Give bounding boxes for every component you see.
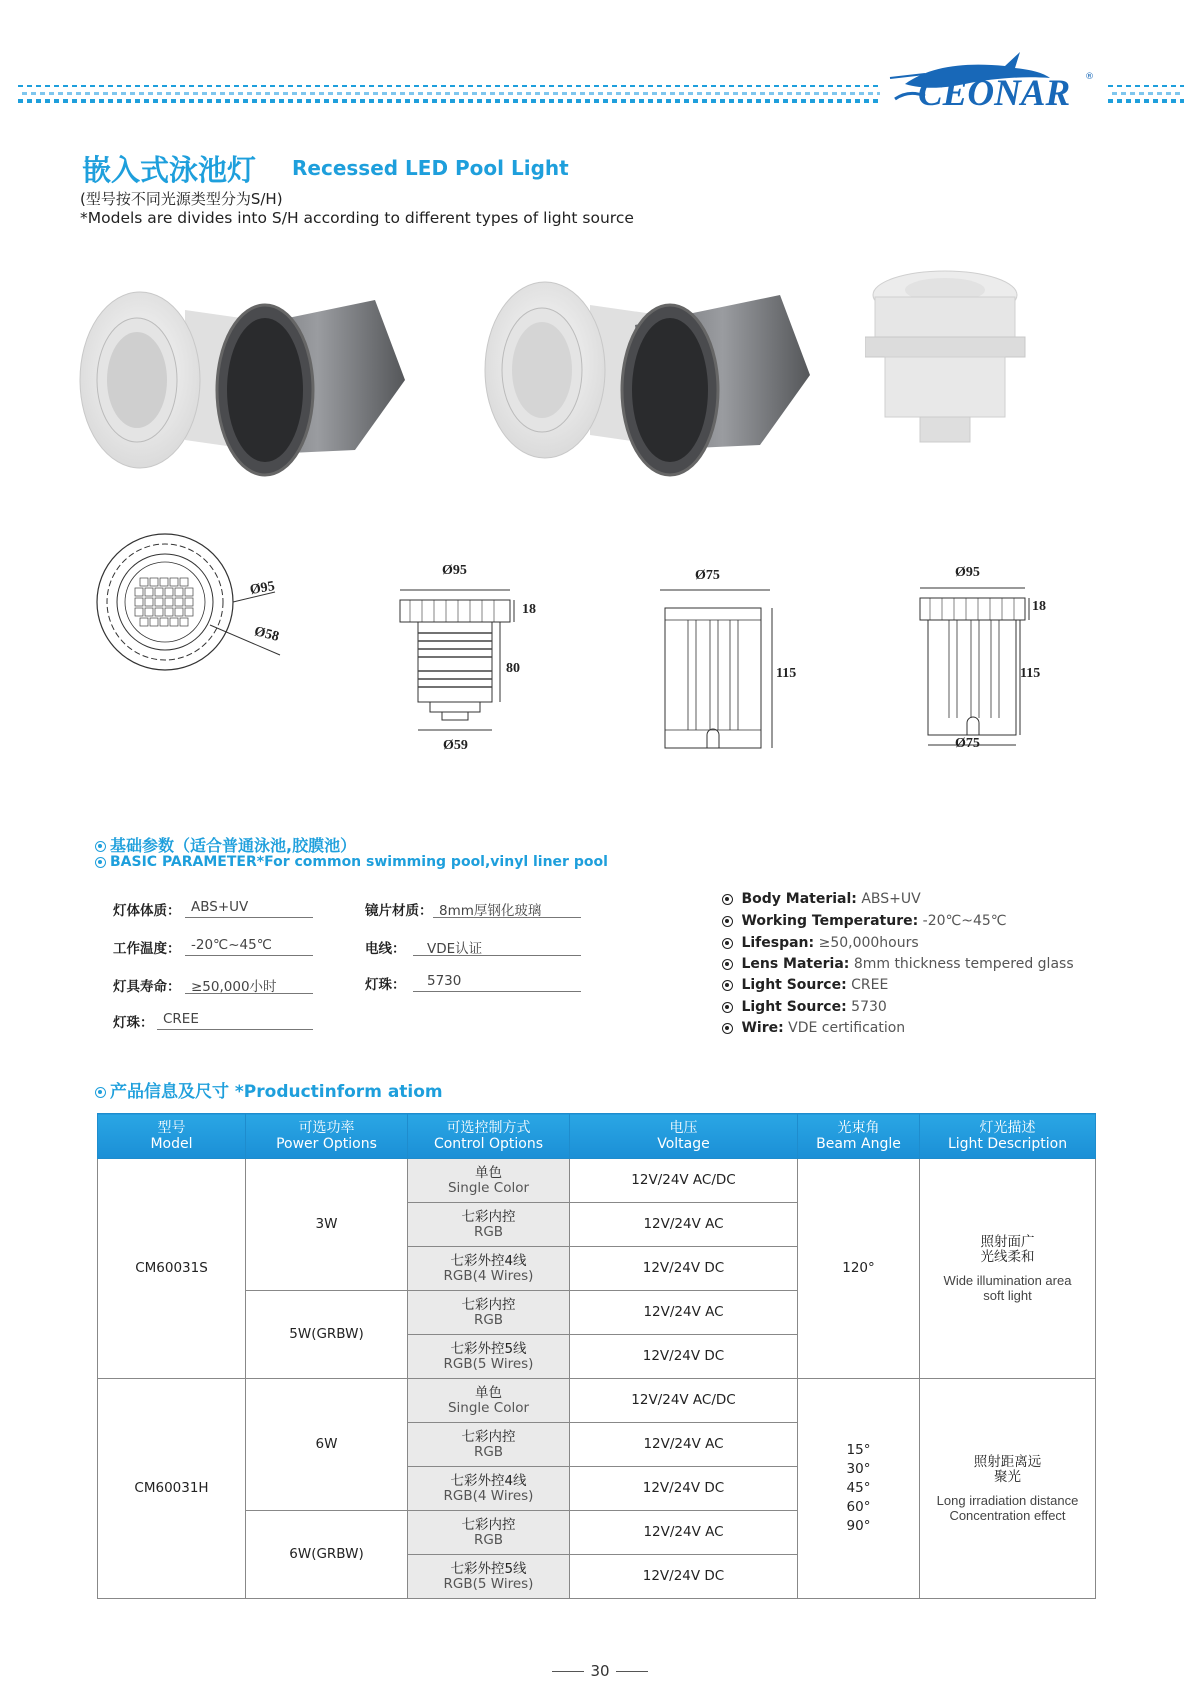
params-title-en: BASIC PARAMETER*For common swimming pool,vinyl liner pool — [95, 854, 608, 870]
param-value-wire: VDE认证 — [413, 937, 581, 956]
spec-row-life: Lifespan: ≥50,000hours — [722, 935, 919, 951]
params-title-cn: 基础参数（适合普通泳池,胶膜池） — [95, 833, 356, 856]
cell-power: 5W(GRBW) — [246, 1291, 408, 1379]
table-header-row — [98, 1114, 1096, 1159]
cell-control: 七彩外控5线 RGB(5 Wires) — [408, 1335, 570, 1379]
cell-voltage: 12V/24V AC/DC — [570, 1159, 798, 1203]
cell-control: 七彩外控4线 RGB(4 Wires) — [408, 1467, 570, 1511]
spec-row-source1: Light Source: CREE — [722, 977, 888, 993]
bullet-icon — [722, 980, 733, 991]
param-label-chip: 灯珠： — [113, 1015, 154, 1031]
table-row — [98, 1159, 1096, 1203]
cell-control: 单色 Single Color — [408, 1379, 570, 1423]
bullet-icon — [722, 1002, 733, 1013]
dim-side3-h18: 18 — [1032, 599, 1046, 614]
product-photo-side-view — [865, 265, 1035, 455]
bullet-icon — [95, 841, 106, 852]
param-value-chip: CREE — [157, 1011, 313, 1030]
cell-power: 6W(GRBW) — [246, 1511, 408, 1599]
param-label-life: 灯具寿命： — [113, 979, 181, 995]
param-label-lens: 镜片材质： — [365, 903, 433, 919]
cell-voltage: 12V/24V DC — [570, 1335, 798, 1379]
divider — [616, 1671, 648, 1672]
dim-side1-h80: 80 — [506, 661, 520, 676]
cell-voltage: 12V/24V AC — [570, 1511, 798, 1555]
dim-side3-bottom: Ø75 — [955, 736, 980, 751]
dim-front-d58: Ø58 — [252, 624, 281, 645]
header-power: 可选功率 Power Options — [246, 1114, 408, 1159]
bullet-icon — [95, 1087, 106, 1098]
dim-side2-top: Ø75 — [695, 568, 720, 583]
cell-model: CM60031S — [98, 1159, 246, 1379]
page-title-en: Recessed LED Pool Light — [292, 156, 569, 180]
cell-voltage: 12V/24V AC — [570, 1291, 798, 1335]
drawing-side-view-housing — [650, 580, 780, 760]
spec-row-temp: Working Temperature: -20℃~45℃ — [722, 913, 1007, 929]
cell-control: 七彩外控5线 RGB(5 Wires) — [408, 1555, 570, 1599]
param-value-lens: 8mm厚钢化玻璃 — [433, 899, 581, 918]
bullet-icon — [722, 959, 733, 970]
product-photo-s-model — [75, 270, 445, 500]
cell-voltage: 12V/24V AC/DC — [570, 1379, 798, 1423]
product-table — [97, 1113, 1096, 1599]
brand-registered-mark: ® — [1085, 72, 1094, 82]
param-label-temp: 工作温度： — [113, 941, 181, 957]
dot-pattern — [18, 83, 880, 109]
param-value-temp: -20℃~45℃ — [185, 937, 313, 956]
dim-side1-bottom: Ø59 — [443, 738, 468, 753]
cell-control: 七彩内控 RGB — [408, 1511, 570, 1555]
dim-front-d95: Ø95 — [248, 578, 276, 599]
cell-description: 照射面广 光线柔和 Wide illumination area soft light — [920, 1159, 1096, 1379]
cell-control: 七彩内控 RGB — [408, 1291, 570, 1335]
cell-voltage: 12V/24V DC — [570, 1467, 798, 1511]
cell-voltage: 12V/24V DC — [570, 1555, 798, 1599]
subtitle-cn: (型号按不同光源类型分为S/H) — [80, 190, 283, 208]
header-dot-band-left — [18, 83, 880, 109]
dim-side1-h18: 18 — [522, 602, 536, 617]
cell-control: 七彩外控4线 RGB(4 Wires) — [408, 1247, 570, 1291]
subtitle-en: *Models are divides into S/H according to different types of light source — [80, 209, 634, 227]
bullet-icon — [95, 857, 106, 868]
cell-model: CM60031H — [98, 1379, 246, 1599]
page-title-cn: 嵌入式泳池灯 — [82, 153, 257, 187]
cell-control: 七彩内控 RGB — [408, 1423, 570, 1467]
header-voltage: 电压 Voltage — [570, 1114, 798, 1159]
param-label-wire: 电线： — [365, 941, 406, 957]
header-model: 型号 Model — [98, 1114, 246, 1159]
bullet-icon — [722, 938, 733, 949]
spec-row-wire: Wire: VDE certification — [722, 1020, 905, 1036]
divider — [552, 1671, 584, 1672]
spec-row-lens: Lens Materia: 8mm thickness tempered glass — [722, 956, 1074, 972]
header-beam: 光束角 Beam Angle — [798, 1114, 920, 1159]
spec-row-source2: Light Source: 5730 — [722, 999, 887, 1015]
drawing-side-view-s — [390, 575, 530, 745]
cell-voltage: 12V/24V AC — [570, 1423, 798, 1467]
dim-side2-h115: 115 — [776, 666, 797, 681]
param-value-life: ≥50,000小时 — [185, 975, 313, 994]
bullet-icon — [722, 894, 733, 905]
product-photo-h-model — [480, 265, 850, 495]
cell-power: 6W — [246, 1379, 408, 1511]
header-description: 灯光描述 Light Description — [920, 1114, 1096, 1159]
cell-power: 3W — [246, 1159, 408, 1291]
brand-name: CEONAR — [918, 73, 1071, 114]
cell-control: 单色 Single Color — [408, 1159, 570, 1203]
param-value-body: ABS+UV — [185, 899, 313, 918]
table-row — [98, 1379, 1096, 1423]
dim-side1-top: Ø95 — [442, 563, 467, 578]
cell-beam: 15° 30° 45° 60° 90° — [798, 1379, 920, 1599]
cell-description: 照射距离远 聚光 Long irradiation distance Concentration effect — [920, 1379, 1096, 1599]
cell-voltage: 12V/24V AC — [570, 1203, 798, 1247]
header-control: 可选控制方式 Control Options — [408, 1114, 570, 1159]
product-title: 产品信息及尺寸 *Productinform atiom — [95, 1077, 443, 1102]
drawing-front-view — [90, 530, 290, 690]
header-dot-band-right — [1108, 83, 1184, 109]
cell-beam: 120° — [798, 1159, 920, 1379]
param-label-body: 灯体体质： — [113, 903, 181, 919]
spec-row-body: Body Material: ABS+UV — [722, 891, 921, 907]
dot-pattern — [1108, 83, 1184, 109]
dim-side3-h115: 115 — [1020, 666, 1041, 681]
page-number: 30 — [0, 1662, 1200, 1680]
cell-control: 七彩内控 RGB — [408, 1203, 570, 1247]
param-value-chip2: 5730 — [413, 973, 581, 992]
bullet-icon — [722, 1023, 733, 1034]
cell-voltage: 12V/24V DC — [570, 1247, 798, 1291]
param-label-chip2: 灯珠： — [365, 977, 406, 993]
dim-side3-top: Ø95 — [955, 565, 980, 580]
bullet-icon — [722, 916, 733, 927]
